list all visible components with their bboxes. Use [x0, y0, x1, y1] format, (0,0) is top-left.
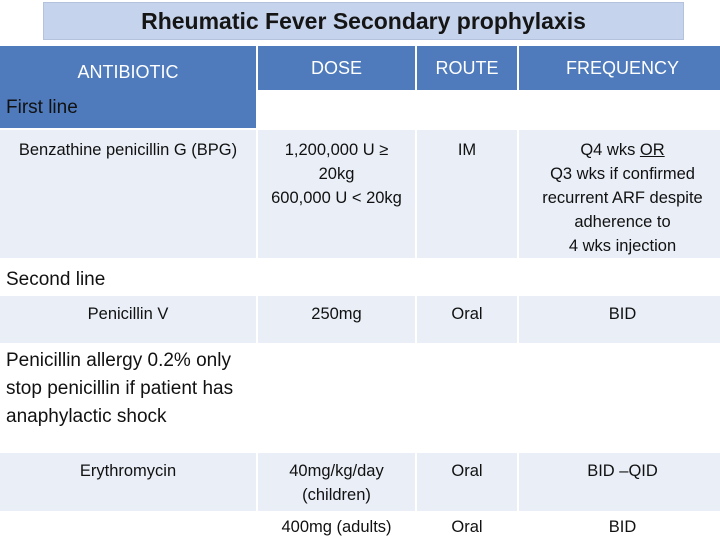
- second-line-route-empty: [417, 260, 517, 294]
- erythro-antibiotic: Erythromycin: [0, 453, 256, 511]
- allergy-note: Penicillin allergy 0.2% only stop penicillin if patient has anaphylactic shock: [0, 345, 256, 451]
- erythro-adults-route: Oral: [417, 513, 517, 541]
- first-line-dose-empty: [258, 92, 415, 128]
- first-line-route-empty: [417, 92, 517, 128]
- bpg-dose-line2: 600,000 U < 20kg: [271, 189, 402, 207]
- bpg-freq-or: OR: [639, 141, 665, 159]
- erythro-children-dose-text: 40mg/kg/day (children): [289, 462, 384, 504]
- bpg-freq-c: 4 wks injection: [568, 237, 677, 255]
- erythro-children-route: Oral: [417, 453, 517, 511]
- header-frequency: FREQUENCY: [519, 46, 720, 90]
- erythro-adults-dose: 400mg (adults): [258, 513, 415, 541]
- bpg-dose-line1: 1,200,000 U ≥ 20kg: [284, 141, 389, 183]
- bpg-freq-a: Q4 wks: [580, 141, 636, 159]
- bpg-freq-b: Q3 wks if confirmed recurrent ARF despite adherence to: [542, 165, 703, 231]
- erythro-children-frequency: BID –QID: [519, 453, 720, 511]
- allergy-dose-empty: [258, 345, 415, 451]
- second-line-freq-empty: [519, 260, 720, 294]
- bpg-freq-a-line: [580, 138, 664, 162]
- second-line-dose-empty: [258, 260, 415, 294]
- bpg-route: IM: [417, 130, 517, 258]
- bpg-frequency: [519, 130, 720, 258]
- erythro-children-dose: [258, 453, 415, 511]
- page-title: Rheumatic Fever Secondary prophylaxis: [43, 2, 684, 40]
- penv-route: Oral: [417, 296, 517, 343]
- header-route: ROUTE: [417, 46, 517, 90]
- prophylaxis-table: [0, 46, 720, 536]
- allergy-route-empty: [417, 345, 517, 451]
- penv-frequency: BID: [519, 296, 720, 343]
- erythro-adults-antibiotic-empty: [0, 513, 256, 541]
- erythro-adults-frequency: BID: [519, 513, 720, 541]
- penv-dose: 250mg: [258, 296, 415, 343]
- penv-antibiotic: Penicillin V: [0, 296, 256, 343]
- header-dose: DOSE: [258, 46, 415, 90]
- bpg-antibiotic: Benzathine penicillin G (BPG): [0, 130, 256, 258]
- bpg-dose: [258, 130, 415, 258]
- first-line-freq-empty: [519, 92, 720, 128]
- second-line-label: Second line: [0, 260, 256, 294]
- first-line-label: First line: [6, 97, 78, 118]
- allergy-freq-empty: [519, 345, 720, 451]
- header-antibiotic: ANTIBIOTIC: [0, 46, 256, 128]
